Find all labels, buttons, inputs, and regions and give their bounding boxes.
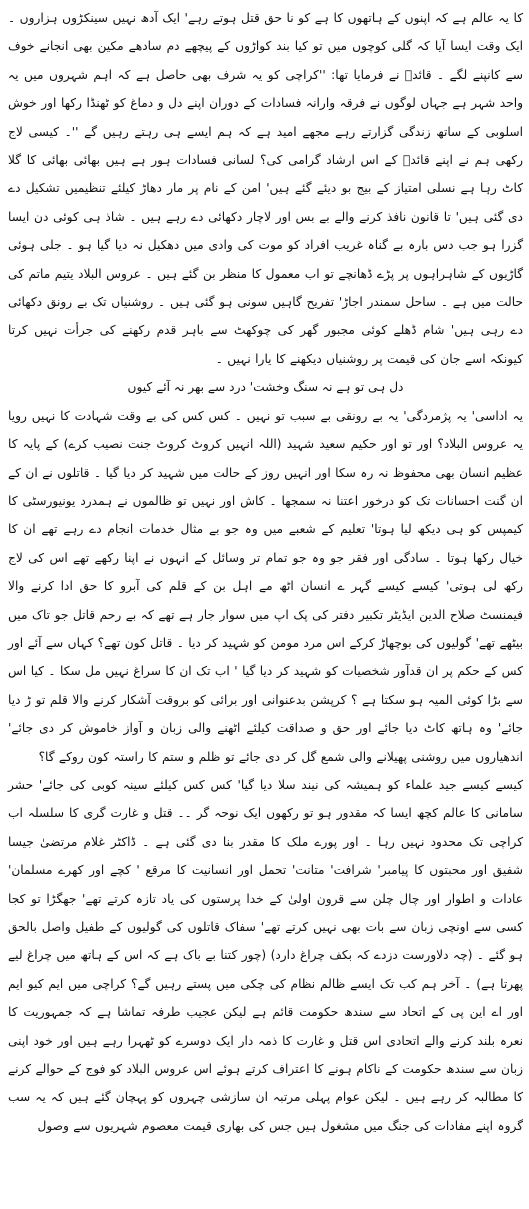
verse-line: دل ہی تو ہے نہ سنگ وخشت' درد سے بھر نہ آئے کیوں: [127, 380, 404, 395]
paragraph-3: کیسے کیسے جید علماء کو ہمیشہ کی نیند سلا دیا گیا' کس کس کیلئے سینہ کوبی کی جائے' حشر سامانی کا عالم کچھ ایسا کہ مقدور ہو تو رکھوں ایک نوحہ گر ۔۔ قتل و غارت گری کا سلسلہ اب کراچی تک محدود نہیں رہا ۔ اور پورے ملک کا مقدر بنا دی گئی ہے ۔ ڈاکٹر غلام مرتضیٰ جیسا شفیق اور محبتوں کا پیامبر' شرافت' متانت' تحمل اور انسانیت کا مرقع ' کچے اور کھرے مسلمان' عادات و اطوار اور چال چلن سے قرون اولیٰ کے خدا پرستوں کی یاد تازہ کرتے تھے' جھگڑا تو کجا کسی سے اونچی زبان سے بات بھی نہیں کرتے تھے' سفاک قاتلوں کی گولیوں کے طفیل واصل بالحق ہو گئے ۔ (چہ دلاورست دزدے کہ بکف چراغ دارد) (چور کتنا بے باک ہے کہ اس کے ہاتھ میں چراغ لیے پھرتا ہے) ۔ آخر ہم کب تک ایسے ظالم نظام کی چکی میں پستے رہیں گے؟ کراچی میں ایم کیو ایم اور اے این پی کے اتحاد سے سندھ حکومت قائم ہے لیکن عجیب طرفہ تماشا ہے کہ جمہوریت کا نعرہ بلند کرنے والے اتحادی اس قتل و غارت کا ذمہ دار ایک دوسرے کو ٹھہرا رہے ہیں اور خود اپنی زبان سے سندھ حکومت کے ناکام ہونے کا اعتراف کرتے ہوئے اس عروس البلاد کو فوج کے حوالے کرنے کا مطالبہ کر رہے ہیں ۔ لیکن عوام پہلی مرتبہ ان سازشی چہروں کو پہچان گئے ہیں کہ یہ سب گروہ اپنے مفادات کی جنگ میں مشغول ہیں جس کی بھاری قیمت معصوم شہریوں سے وصول: [8, 777, 523, 1133]
paragraph-1: کا یہ عالم ہے کہ اپنوں کے ہاتھوں کا ہے کو نا حق قتل ہوتے رہے' ایک آدھ نہیں سینکڑوں ہزاروں ۔ ایک وقت ایسا آیا کہ گلی کوچوں میں تو کیا بند کواڑوں کے پیچھے دم سادھے مکین بھی انجانے خوف سے کانپنے لگے ۔ قائدؒ نے فرمایا تھا: ''کراچی کو یہ شرف بھی حاصل ہے کہ اہم شہروں میں یہ واحد شہر ہے جہاں لوگوں نے فرقہ وارانہ فسادات کے دوران اپنے دل و دماغ کو ٹھنڈا رکھا اور خوش اسلوبی کے ساتھ زندگی گزارتے رہے مجھے امید ہے کہ ہم ایسے ہی رہتے رہیں گے ''۔ کیسی لاج رکھی ہم نے اپنے قائدؒ کے اس ارشاد گرامی کی؟ لسانی فسادات ہور ہے ہیں بھائی بھائی کا گلا کاٹ رہا ہے نسلی امتیاز کے بیج بو دیئے گئے ہیں' امن کے نام پر مار دھاڑ کیلئے تنظیمیں تشکیل دے دی گئی ہیں' تا قانون نافذ کرنے والے بے بس اور لاچار دکھائی دے رہے ہیں ۔ شاذ ہی کوئی دن ایسا گزرا ہو جب دس بارہ بے گناہ غریب افراد کو موت کی وادی میں دھکیل نہ دیا گیا ہو ۔ جلی ہوئی گاڑیوں کے شاہراہوں پر پڑے ڈھانچے تو اب معمول کا منظر بن گئے ہیں ۔ عروس البلاد یتیم ماتم کی حالت میں ہے ۔ ساحل سمندر اجاڑ' تفریح گاہیں سونی ہو گئی ہیں ۔ روشنیاں تک بے رونق دکھائی دے رہی ہیں' شام ڈھلے کوئی مجبور گھر کی چوکھٹ سے باہر قدم رکھنے کی جرأت نہیں کرتا کیونکہ اسے جان کی قیمت پر روشنیاں دیکھنے کا یارا نہیں ۔: [8, 11, 523, 366]
paragraph-2: یہ اداسی' یہ پژمردگی' یہ بے رونقی بے سبب تو نہیں ۔ کس کس کی بے وقت شہادت کا نہیں رویا یہ عروس البلاد؟ اور تو اور حکیم سعید شہید (اللہ انہیں کروٹ کروٹ جنت نصیب کرے) کے پایہ کا عظیم انسان بھی محفوظ نہ رہ سکا اور انہیں روز کے حالت میں شہید کر دیا گیا ۔ قاتلوں نے ان کے ان گنت احسانات تک کو درخور اعتنا نہ سمجھا ۔ کاش اور نہیں تو ظالموں نے ہمدرد یونیورسٹی کا کیمپس کو ہی دیکھ لیا ہوتا' تعلیم کے شعبے میں وہ جو بے مثال خدمات انجام دے رہے تھے ان کا خیال رکھا ہوتا ۔ سادگی اور فقر جو وہ جو تمام تر وسائل کے انہوں نے اپنا رکھے تھے اس کی لاج رکھ لی ہوتی' کیسے کیسے گہر ے انسان اٹھ مے اہل بن کے قلم کی آبرو کا حق ادا کرنے والا فیمنسٹ صلاح الدین ایڈیٹر تکبیر دفتر کی پک اپ میں سوار جار ہے تھے کہ بے رحم قاتل جو تاک میں بیٹھے تھے' گولیوں کی بوچھاڑ کرکے اس مرد مومن کو شہید کر دیا ۔ قاتل کون تھے؟ کہاں سے آئے اور کس کے حکم پر ان قدآور شخصیات کو شہید کر دیا گیا ' اب تک ان کا سراغ نہیں مل سکا ۔ کیا اس سے بڑا کوئی المیہ ہو سکتا ہے ؟ کرپشن بدعنوانی اور برائی کو بروقت آشکار کرنے والا قلم تو ڑ دیا جائے' وہ ہاتھ کاٹ دیا جائے اور حق و صداقت کیلئے اٹھنے والی زبان و آواز خاموش کر دی جائے' اندھیاروں میں روشنی پھیلانے والی شمع گل کر دی جائے تو ظلم و ستم کا راستہ کون روکے گا؟: [8, 408, 523, 764]
